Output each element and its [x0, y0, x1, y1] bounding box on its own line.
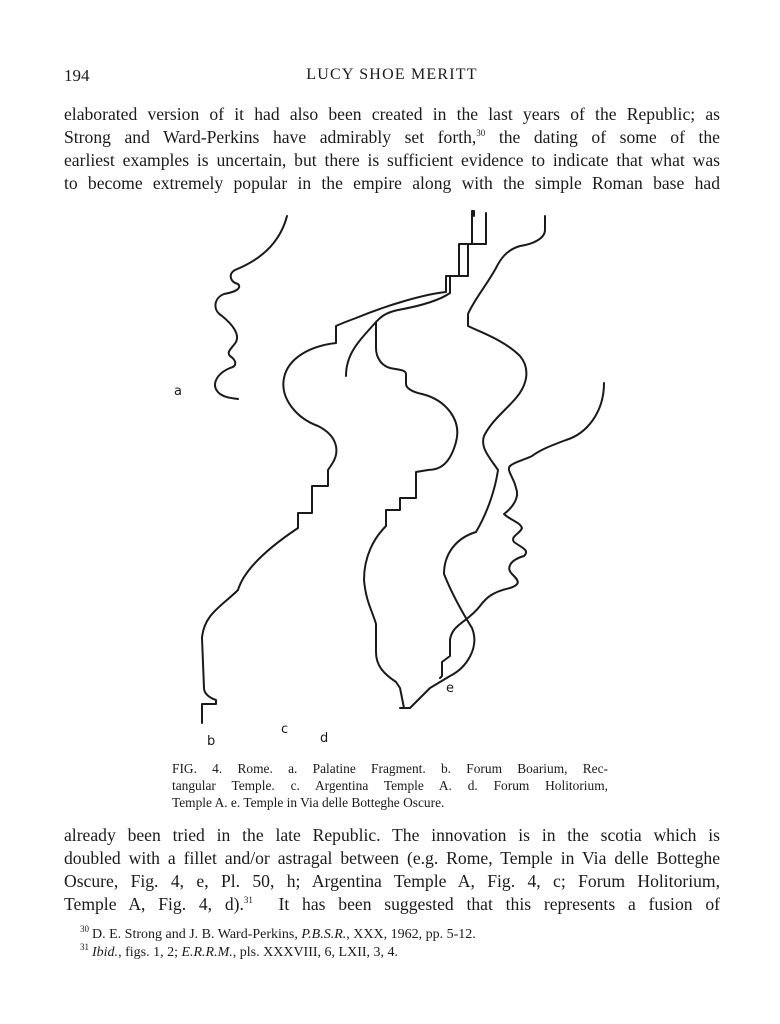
text-line: already been tried in the late Republic. The innovation is in the scotia which is — [64, 825, 720, 845]
profile-d — [400, 216, 545, 708]
caption-line: Temple A. e. Temple in Via delle Botteghe Oscure. — [172, 795, 445, 810]
caption-line: FIG. 4. Rome. a. Palatine Fragment. b. Forum Boarium, Rec- — [172, 761, 608, 776]
footnote-30: $^{30}$ D. E. Strong and J. B. Ward-Perkins, P.B.S.R., XXX, 1962, pp. 5-12. — [80, 924, 476, 942]
page-header — [64, 66, 720, 90]
profile-c — [364, 213, 486, 708]
profile-a — [215, 216, 287, 399]
running-head: LUCY SHOE MERITT — [306, 66, 478, 83]
figure-label-c: c — [281, 722, 289, 737]
profile-c-lobe — [346, 322, 376, 376]
footnote-31: $^{31}$ Ibid., figs. 1, 2; E.R.R.M., pls. XXXVIII, 6, LXII, 3, 4. — [80, 942, 399, 960]
footnote-mark: 31 — [80, 942, 89, 953]
figure-label-b: b — [207, 734, 216, 749]
figure-label-d: d — [320, 731, 329, 746]
footnote-ref-30[interactable]: 30 — [476, 128, 486, 139]
profile-b — [202, 211, 474, 723]
page-number: 194 — [64, 66, 90, 85]
footnote-ref-31[interactable]: 31 — [243, 895, 253, 906]
text-line: elaborated version of it had also been created in the last years of the Republic; as — [64, 104, 720, 124]
caption-line: tangular Temple. c. Argentina Temple A. d. Forum Holitorium, — [172, 778, 608, 793]
paragraph-top — [64, 103, 720, 195]
text-line: earliest examples is uncertain, but there is sufficient evidence to indicate that what was — [64, 150, 720, 170]
figure-caption — [172, 760, 608, 811]
text-line: to become extremely popular in the empire along with the simple Roman base had — [64, 173, 720, 193]
paragraph-bottom — [64, 824, 720, 916]
profile-e — [440, 383, 604, 678]
figure-label-a: a — [174, 384, 182, 399]
footnote-mark: 30 — [80, 924, 89, 935]
text-line: doubled with a fillet and/or astragal between (e.g. Rome, Temple in Via delle Botteghe — [64, 848, 720, 868]
figure-label-e: e — [446, 681, 454, 696]
figure-4-moulding-profiles — [150, 208, 630, 753]
footnotes — [80, 926, 700, 962]
text-line: Oscure, Fig. 4, e, Pl. 50, h; Argentina Temple A, Fig. 4, c; Forum Holitorium, — [64, 871, 720, 891]
text-line: Temple A, Fig. 4, d).$^{31}$ It has been suggested that this represents a fusion of — [64, 894, 720, 914]
text-line: Strong and Ward-Perkins have admirably set forth,$^{30}$ the dating of some of the — [64, 127, 720, 147]
